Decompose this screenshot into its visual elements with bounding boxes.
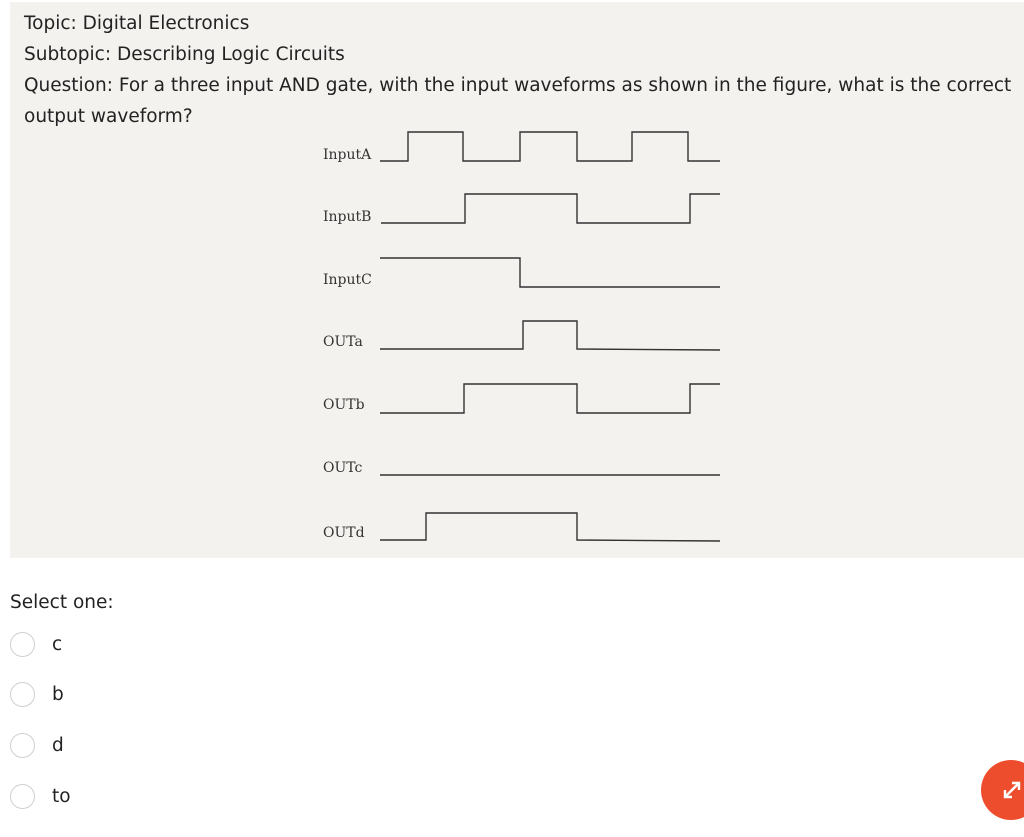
signal-label-out-d: OUTd	[323, 525, 365, 541]
subtopic-text: Subtopic: Describing Logic Circuits	[24, 44, 345, 65]
option-label: b	[52, 683, 64, 705]
waveform-out-d	[380, 513, 720, 541]
waveform-input-b	[381, 194, 720, 223]
expand-arrows-icon	[1001, 779, 1023, 801]
option-label: c	[52, 633, 63, 655]
signal-label-out-c: OUTc	[323, 460, 363, 476]
answer-option-d[interactable]	[10, 730, 64, 760]
waveform-input-a	[380, 132, 720, 161]
question-text-line1: Question: For a three input AND gate, with the input waveforms as shown in the figure, what is the correct	[24, 75, 1012, 96]
option-label: to	[52, 785, 71, 807]
waveform-out-a	[380, 321, 720, 350]
select-one-label: Select one:	[10, 592, 114, 613]
question-text-line2: output waveform?	[24, 106, 193, 127]
option-label: d	[52, 734, 64, 756]
answer-option-to[interactable]	[10, 781, 71, 811]
signal-label-out-b: OUTb	[323, 397, 365, 413]
question-panel	[10, 2, 1024, 558]
waveform-input-c	[380, 258, 720, 287]
answer-option-b[interactable]	[10, 679, 64, 709]
waveform-out-b	[380, 384, 720, 413]
answer-option-c[interactable]	[10, 629, 62, 659]
signal-label-out-a: OUTa	[323, 334, 363, 350]
expand-button[interactable]	[981, 760, 1024, 820]
waveform-figure	[10, 2, 1024, 558]
radio-button[interactable]	[10, 682, 35, 707]
topic-text: Topic: Digital Electronics	[24, 13, 250, 34]
signal-label-input-c: InputC	[323, 272, 372, 288]
radio-button[interactable]	[10, 784, 35, 809]
signal-label-input-a: InputA	[323, 147, 372, 163]
radio-button[interactable]	[10, 632, 35, 657]
signal-label-input-b: InputB	[323, 209, 372, 225]
radio-button[interactable]	[10, 733, 35, 758]
